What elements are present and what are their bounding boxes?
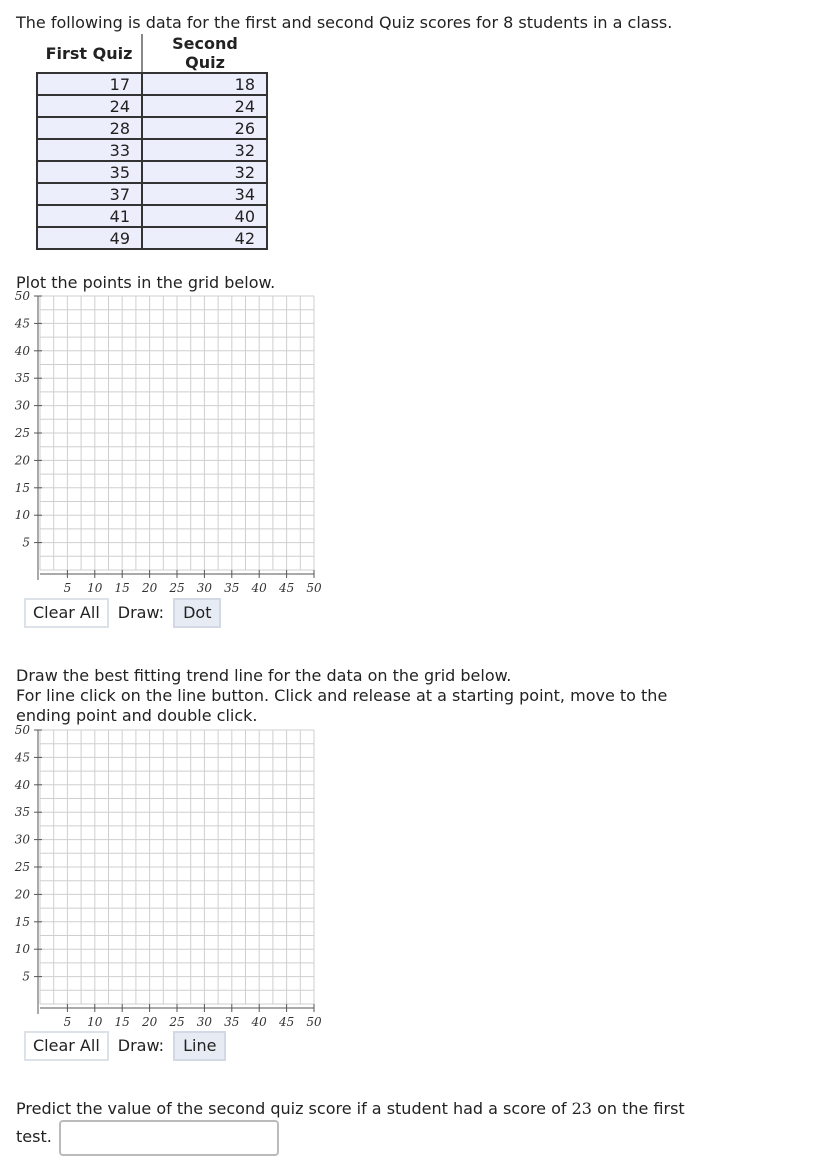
y-tick-label: 50: [14, 723, 30, 737]
x-tick-label: 5: [63, 1015, 72, 1029]
x-tick-label: 30: [196, 581, 213, 595]
y-tick-label: 15: [14, 914, 30, 929]
cell-first-quiz: 33: [37, 139, 142, 161]
y-tick-label: 30: [14, 832, 30, 847]
x-tick-label: 15: [114, 1015, 130, 1029]
x-tick-label: 10: [87, 1015, 103, 1029]
y-tick-label: 45: [14, 316, 30, 331]
draw-label: Draw:: [117, 603, 165, 622]
x-tick-label: 5: [63, 581, 72, 595]
y-tick-label: 5: [22, 969, 30, 984]
clear-all-button[interactable]: Clear All: [24, 598, 109, 628]
trend-line-prompt-3: ending point and double click.: [16, 706, 258, 725]
x-tick-label: 50: [306, 1015, 322, 1029]
cell-second-quiz: 40: [142, 205, 267, 227]
y-tick-label: 40: [14, 777, 30, 792]
quiz-table: [36, 34, 268, 250]
cell-first-quiz: 28: [37, 117, 142, 139]
y-tick-label: 20: [14, 453, 30, 468]
predict-question: [16, 1099, 685, 1119]
draw-line-button[interactable]: Line: [173, 1031, 226, 1061]
y-tick-label: 25: [14, 860, 30, 874]
trend-line-prompt-1: Draw the best fitting trend line for the data on the grid below.: [16, 666, 512, 685]
y-tick-label: 30: [14, 398, 30, 413]
x-tick-label: 50: [306, 581, 322, 595]
table-row: [37, 139, 267, 161]
x-tick-label: 30: [196, 1015, 213, 1029]
cell-first-quiz: 17: [37, 73, 142, 95]
cell-second-quiz: 34: [142, 183, 267, 205]
x-tick-label: 25: [169, 1015, 185, 1029]
cell-second-quiz: 32: [142, 139, 267, 161]
x-tick-label: 45: [278, 1015, 295, 1029]
y-tick-label: 10: [14, 508, 30, 523]
plot-points-prompt: Plot the points in the grid below.: [16, 273, 276, 292]
cell-first-quiz: 37: [37, 183, 142, 205]
y-tick-label: 15: [14, 480, 30, 495]
col-header-second-quiz: Second Quiz: [142, 34, 267, 73]
table-row: [37, 161, 267, 183]
cell-second-quiz: 42: [142, 227, 267, 249]
table-row: [37, 73, 267, 95]
y-tick-label: 40: [14, 343, 30, 358]
trend-line-prompt-2: For line click on the line button. Click and release at a starting point, move to the: [16, 686, 668, 705]
table-row: [37, 117, 267, 139]
y-tick-label: 25: [14, 426, 30, 440]
table-header-row: [37, 34, 267, 73]
line-plot-grid[interactable]: [14, 722, 320, 1028]
x-tick-label: 15: [114, 581, 130, 595]
cell-second-quiz: 24: [142, 95, 267, 117]
cell-second-quiz: 32: [142, 161, 267, 183]
y-tick-label: 50: [14, 289, 30, 303]
y-tick-label: 5: [22, 535, 30, 550]
dot-plot-svg[interactable]: [14, 288, 320, 594]
question-text-before: Predict the value of the second quiz score if a student had a score of: [16, 1099, 567, 1118]
answer-input[interactable]: [59, 1120, 279, 1156]
line-plot-svg[interactable]: [14, 722, 320, 1028]
dot-plot-grid[interactable]: [14, 288, 320, 594]
cell-first-quiz: 24: [37, 95, 142, 117]
y-tick-label: 20: [14, 887, 30, 902]
y-tick-label: 35: [14, 805, 30, 820]
x-tick-label: 40: [251, 581, 267, 595]
y-tick-label: 10: [14, 942, 30, 957]
x-tick-label: 35: [224, 581, 240, 595]
x-tick-label: 35: [224, 1015, 240, 1029]
x-tick-label: 20: [141, 1015, 158, 1029]
y-tick-label: 45: [14, 750, 30, 765]
x-tick-label: 25: [169, 581, 185, 595]
y-tick-label: 35: [14, 371, 30, 386]
clear-all-button[interactable]: Clear All: [24, 1031, 109, 1061]
x-tick-label: 10: [87, 581, 103, 595]
cell-second-quiz: 26: [142, 117, 267, 139]
table-row: [37, 205, 267, 227]
cell-second-quiz: 18: [142, 73, 267, 95]
draw-label: Draw:: [117, 1036, 165, 1055]
line-graph-toolbar: [24, 1031, 226, 1061]
question-text-after: on the first: [597, 1099, 685, 1118]
table-row: [37, 227, 267, 249]
table-row: [37, 183, 267, 205]
cell-first-quiz: 49: [37, 227, 142, 249]
table-row: [37, 95, 267, 117]
intro-text: The following is data for the first and second Quiz scores for 8 students in a class.: [16, 13, 673, 32]
col-header-first-quiz: First Quiz: [37, 34, 142, 73]
draw-dot-button[interactable]: Dot: [173, 598, 221, 628]
x-tick-label: 45: [278, 581, 295, 595]
cell-first-quiz: 35: [37, 161, 142, 183]
cell-first-quiz: 41: [37, 205, 142, 227]
question-line2: test.: [16, 1127, 52, 1146]
x-tick-label: 20: [141, 581, 158, 595]
x-tick-label: 40: [251, 1015, 267, 1029]
question-value: 23: [571, 1099, 592, 1118]
dot-graph-toolbar: [24, 598, 221, 628]
